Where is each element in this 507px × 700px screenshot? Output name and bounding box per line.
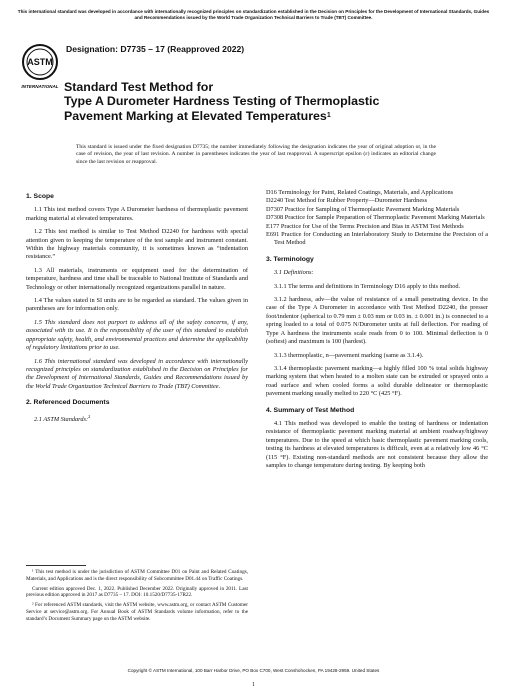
reference-item: E691 Practice for Conducting an Interlaboratory Study to Determine the Precision of a Test Method: [266, 231, 488, 247]
document-title: [64, 80, 444, 123]
footnote-2: ² For referenced ASTM standards, visit the ASTM website, www.astm.org, or contact ASTM Customer Service at service@astm.org. For Annual Book of ASTM Standards volume information, refer to the standard’s Document Summary page on the ASTM website.: [26, 602, 248, 622]
reference-item: D2240 Test Method for Rubber Property—Durometer Hardness: [266, 197, 428, 205]
standard-note: This standard is issued under the fixed designation D7735; the number immediately following the designation indicates the year of original adoption or, in the case of revision, the year of last revision. A number in parentheses indicates the year of last reapproval. A superscript epsilon (ε) indicates an editorial change since the last revision or reapproval.: [76, 144, 436, 165]
para-1-3: 1.3 All materials, instruments or equipment used for the determination of temperature, hardness and time shall be traceable to National Institute of Standards and Technology or other internationally recognized organizations parallel in nature.: [26, 266, 248, 291]
para-4-1: 4.1 This method was developed to enable the testing of hardness or indentation resistance of thermoplastic pavement marking material at ambient roadway/highway temperatures. Due to the speed at which basic thermoplastic pavement marking cools, testing its hardness at elevated temperatures is difficult, even at a relatively low 46 °C (115 °F). Existing non-standard methods are not consistent because they allow the samples to change temperature during testing. By keeping both: [266, 419, 488, 469]
para-3-1-3: 3.1.3 thermoplastic, n—pavement marking (same as 3.1.4).: [274, 351, 424, 359]
section-heading-referenced-documents: 2. Referenced Documents: [26, 399, 110, 407]
astm-logo: [20, 42, 60, 92]
reference-item: D7307 Practice for Sampling of Thermoplastic Pavement Marking Materials: [266, 205, 460, 213]
section-heading-scope: 1. Scope: [26, 193, 54, 200]
para-1-5: [26, 319, 248, 353]
para-3-1-1: 3.1.1 The terms and definitions in Terminology D16 apply to this method.: [274, 282, 461, 290]
para-1-6: [26, 358, 248, 392]
para-1-5-text: 1.5 This standard does not purport to address all of the safety concerns, if any, associated with its use. It is the responsibility of the user of this standard to establish appropriate safety, health, and environmental practices and determine the applicability of regulatory limitations prior to use.: [26, 318, 248, 352]
tbt-notice: This international standard was developed in accordance with internationally recognized principles on standardization established in the Decision on Principles for the Development of International Standards, Guides and Recommendations issued by the World Trade Organization Technical Barriers to Trade (TBT) Committee.: [17, 9, 490, 20]
reference-item: D7308 Practice for Sample Preparation of Thermoplastic Pavement Marking Materials: [266, 214, 485, 222]
para-2-1-text: 2.1 ASTM Standards:: [34, 415, 89, 423]
para-3-1: [266, 269, 488, 277]
section-heading-terminology: 3. Terminology: [266, 255, 314, 263]
designation: Designation: D7735 – 17 (Reapproved 2022): [66, 44, 245, 54]
reference-list: [266, 189, 488, 248]
right-column: [266, 189, 488, 475]
left-column: [26, 193, 248, 429]
footnote-mark-2: 2: [88, 413, 91, 419]
para-1-6-text: 1.6 This international standard was developed in accordance with internationally recognized principles on standardization established in the Decision on Principles for the Development of International Standards, Guides and Recommendations issued by the World Trade Organization Technical Barriers to Trade (TBT) Committee.: [26, 357, 248, 390]
footnote-1: ¹ This test method is under the jurisdiction of ASTM Committee D01 on Paint and Related Coatings, Materials, and Applications and is the direct responsibility of Subcommittee D01.44 on Traffic Coatings.: [26, 569, 248, 582]
logo-text-astm: ASTM: [27, 57, 53, 67]
footnotes: [26, 565, 248, 626]
para-2-1: [26, 413, 248, 425]
para-1-2: 1.2 This test method is similar to Test Method D2240 for hardness with special attention given to keeping the temperature of the test sample and instrument constant. Within the highway materials community, it is sometimes known as “indentation resistance.”: [26, 228, 248, 261]
logo-text-international: INTERNATIONAL: [21, 84, 59, 89]
footnote-rule: [26, 565, 86, 566]
para-1-1: 1.1 This test method covers Type A Durometer hardness of thermoplastic pavement marking material at elevated temperatures.: [26, 206, 248, 222]
para-3-1-4: 3.1.4 thermoplastic pavement marking—a highly filled 100 % total solids highway marking system that when heated to a molten state can be extruded or sprayed onto a road surface and when cooled forms a solid durable delineator or thermoplastic pavement marking usually melted to 220 °C (425 °F).: [266, 364, 488, 398]
reference-item: D16 Terminology for Paint, Related Coatings, Materials, and Applications: [266, 189, 454, 196]
footnote-1-edition: Current edition approved Dec. 1, 2022. Published December 2022. Originally approved in 2011. Last previous edition approved in 2017 as D7735 – 17. DOI: 10.1520/D7735-17R22.: [26, 585, 248, 599]
title-line-1: Standard Test Method for: [64, 80, 214, 94]
para-1-4: 1.4 The values stated in SI units are to be regarded as standard. The values given in parentheses are for information only.: [26, 297, 248, 313]
section-heading-summary: 4. Summary of Test Method: [266, 406, 355, 414]
title-line-3-text: Pavement Marking at Elevated Temperatures: [64, 108, 327, 123]
title-line-2: Type A Durometer Hardness Testing of Thermoplastic: [64, 94, 380, 109]
reference-item: E177 Practice for Use of the Terms Precision and Bias in ASTM Test Methods: [266, 222, 464, 230]
para-3-1-text: 3.1 Definitions:: [274, 269, 314, 277]
para-3-1-2: 3.1.2 hardness, adv—the value of resistance of a small penetrating device. In the case of the Type A Durometer in accordance with Test Method D2240, the presser foot/indentor (spherical to 0.79 mm ± 0.03 mm or 0.03 in. ± 0.001 in.) is connected to a spring loaded to a total of 0.075 N/Durometer units at full deflection. For reading of Type A hardness the instruments scale reads from 0 to 100. Minimal deflection is 0 (softest) and maximum is 100 (hardest).: [266, 296, 488, 346]
copyright-line: Copyright © ASTM International, 100 Barr Harbor Drive, PO Box C700, West Conshohocken, PA 19428-2959. United States: [127, 668, 380, 673]
title-footnote-mark: 1: [326, 111, 331, 119]
page-number: 1: [252, 682, 255, 688]
title-line-3: [64, 109, 444, 123]
